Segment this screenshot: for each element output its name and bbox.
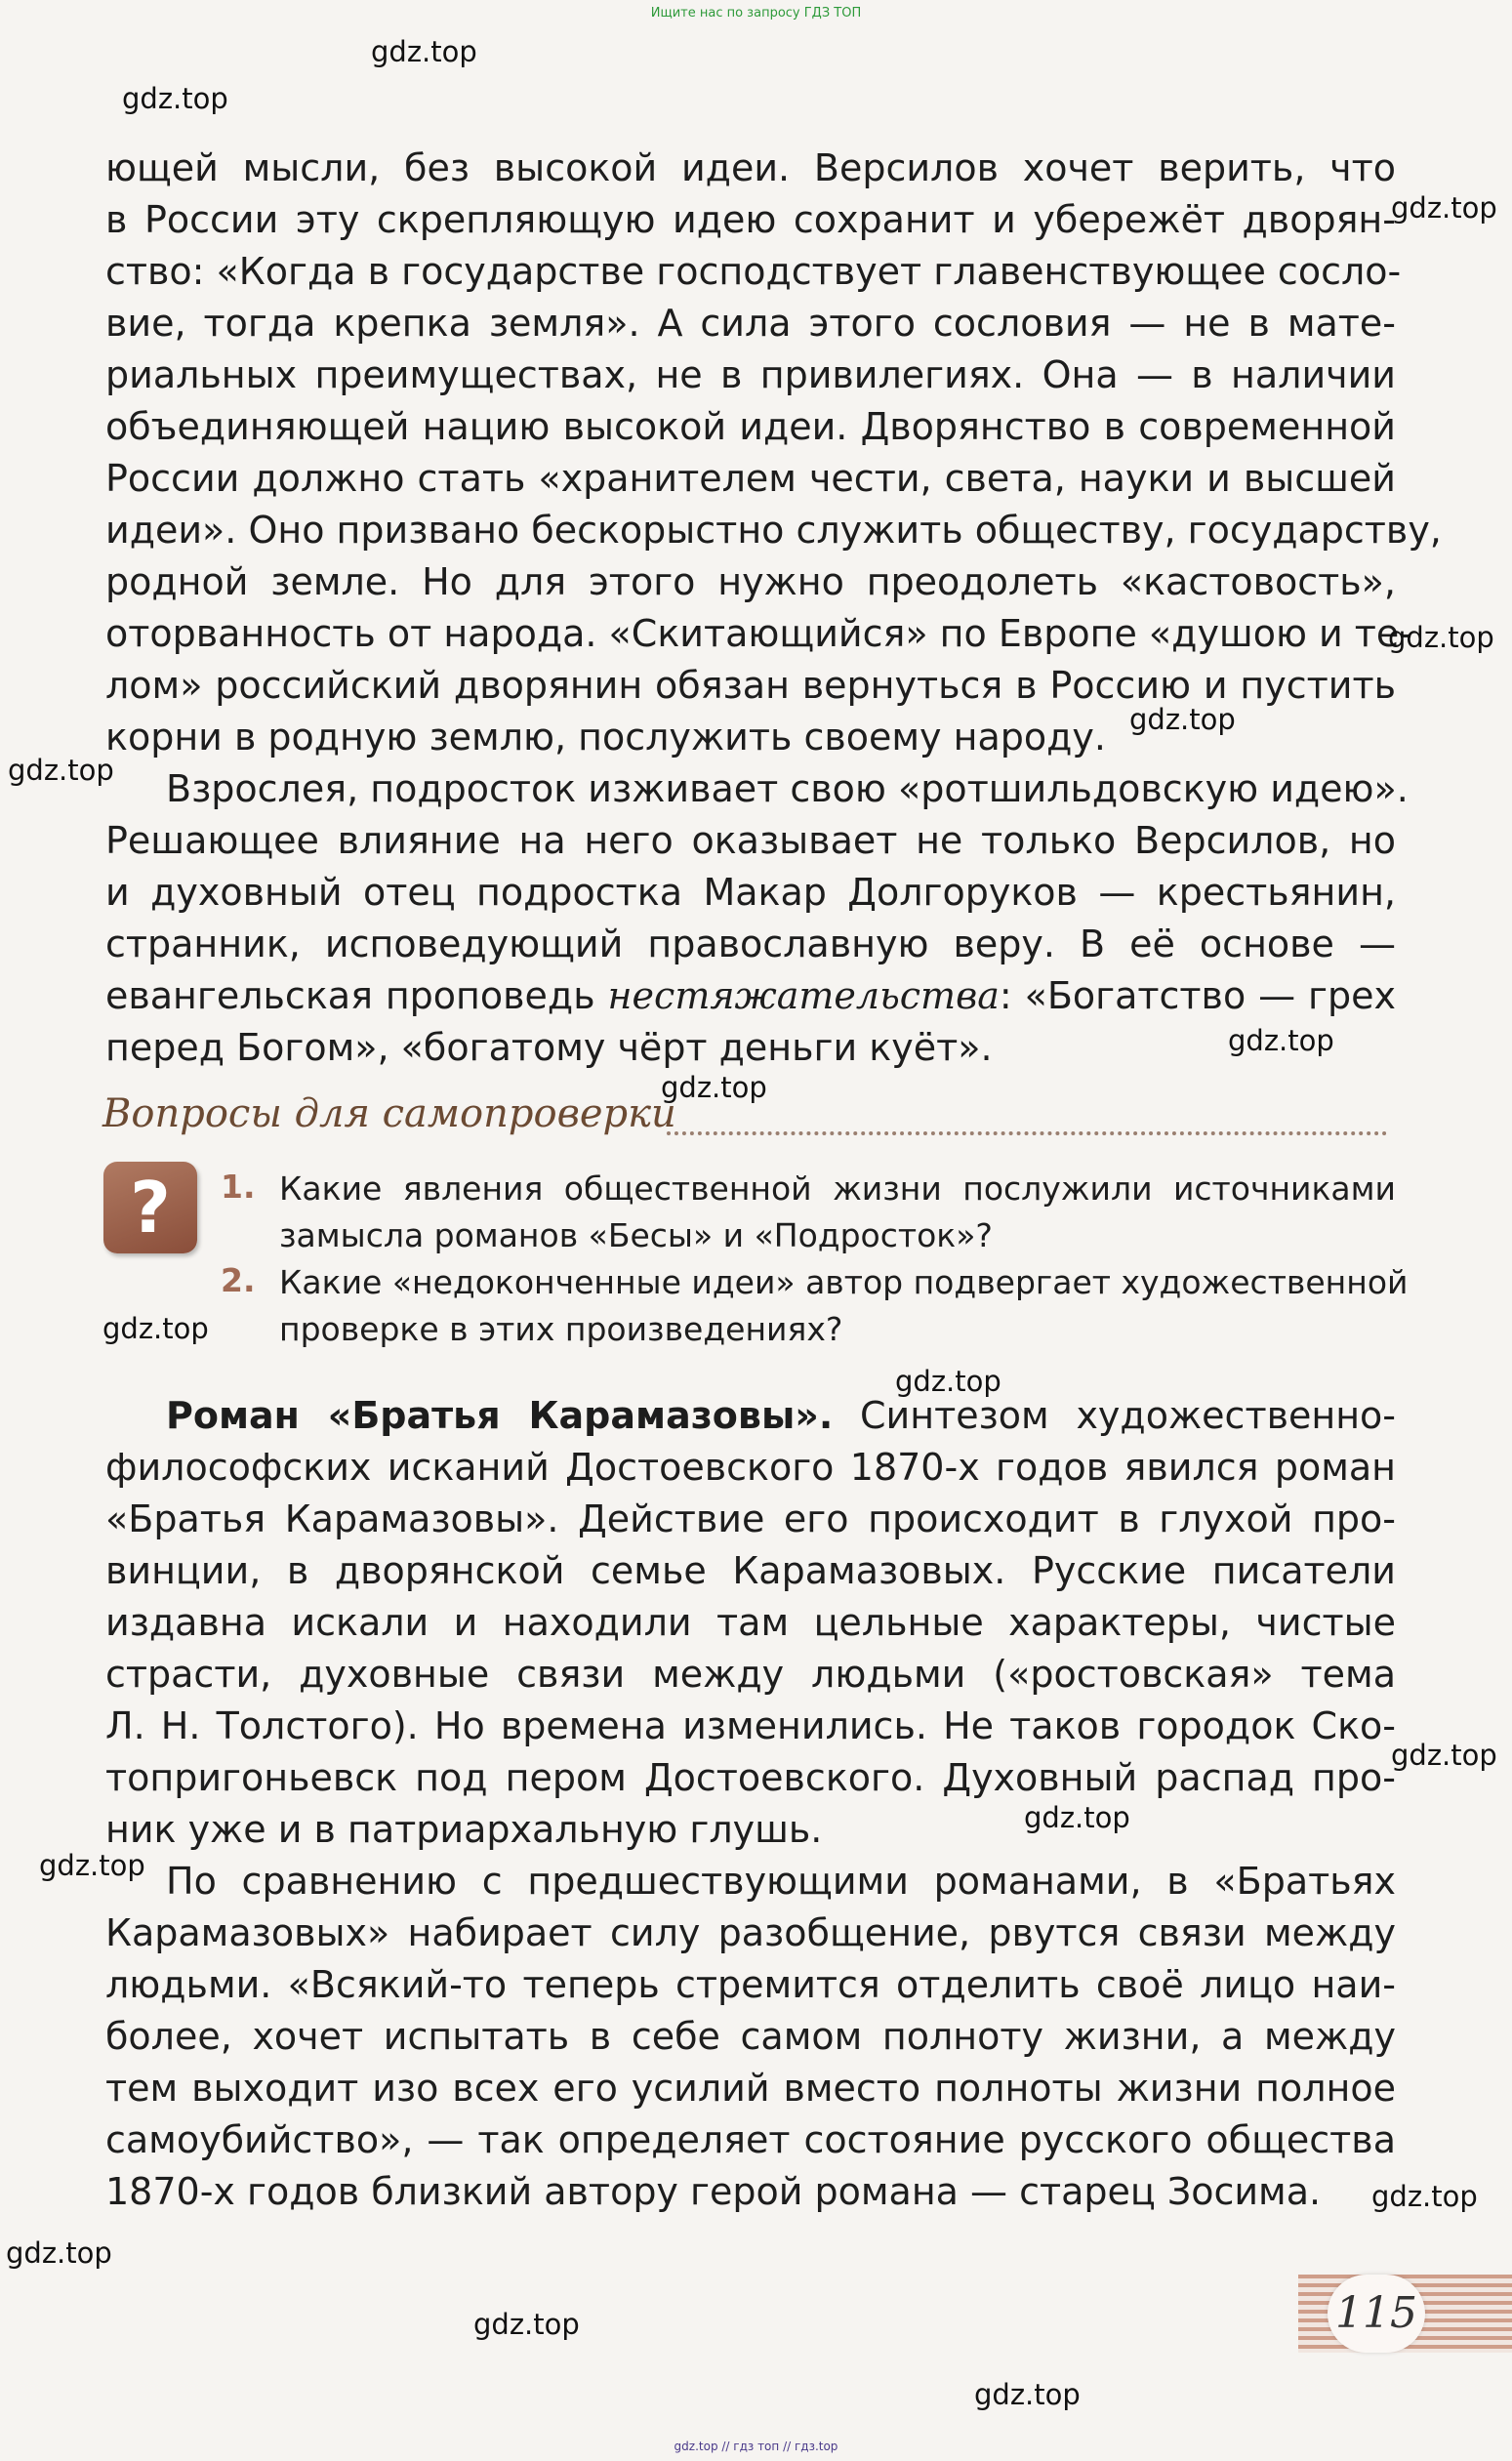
text-line: страсти, духовные связи между людьми («ростовская» тема	[105, 1653, 1396, 1696]
text-line: топригоньевск под пером Достоевского. Духовный распад про-	[105, 1756, 1396, 1799]
watermark: gdz.top	[1371, 2180, 1478, 2213]
watermark: gdz.top	[1388, 621, 1494, 654]
text-line: издавна искали и находили там цельные характеры, чистые	[105, 1601, 1396, 1644]
watermark: gdz.top	[6, 2236, 112, 2270]
watermark: gdz.top	[122, 82, 228, 115]
text-line: самоубийство», — так определяет состояние русского общества	[105, 2118, 1396, 2161]
section-title: Роман «Братья Карамазовы».	[166, 1394, 834, 1437]
heading-dotted-leader	[667, 1131, 1387, 1135]
watermark: gdz.top	[371, 35, 477, 68]
text-line: людьми. «Всякий-то теперь стремится отделить своё лицо наи-	[105, 1963, 1396, 2006]
question-line: замысла романов «Бесы» и «Подросток»?	[279, 1216, 993, 1254]
question-line: Какие «недоконченные идеи» автор подвергает художественной	[279, 1263, 1409, 1301]
text-line: 1870-х годов близкий автору герой романа — старец Зосима.	[105, 2170, 1322, 2213]
text-line: «Братья Карамазовы». Действие его происходит в глухой про-	[105, 1497, 1396, 1540]
text-line: Решающее влияние на него оказывает не только Версилов, но	[105, 819, 1396, 862]
text-line: странник, исповедующий православную веру. В её основе —	[105, 923, 1396, 965]
text-run: : «Богатство — грех	[999, 974, 1396, 1017]
question-line: проверке в этих произведениях?	[279, 1310, 843, 1348]
text-line: родной земле. Но для этого нужно преодолеть «кастовость»,	[105, 560, 1396, 603]
text-line	[105, 970, 1396, 1022]
text-line: в России эту скрепляющую идею сохранит и убережёт дворян-	[105, 198, 1396, 241]
text-line: винции, в дворянской семье Карамазовых. Русские писатели	[105, 1549, 1396, 1592]
watermark: gdz.top	[473, 2308, 580, 2341]
footer-note: gdz.top // гдз топ // гдз.top	[674, 2440, 838, 2453]
text-line: Взрослея, подросток изживает свою «ротшильдовскую идею».	[166, 767, 1409, 810]
text-line: идеи». Оно призвано бескорыстно служить обществу, государству,	[105, 509, 1442, 552]
watermark: gdz.top	[661, 1071, 767, 1104]
text-line: объединяющей нацию высокой идеи. Дворянство в современной	[105, 405, 1396, 448]
watermark: gdz.top	[1129, 703, 1236, 736]
text-line: оторванность от народа. «Скитающийся» по Европе «душою и те-	[105, 612, 1413, 655]
text-line: тем выходит изо всех его усилий вместо полноты жизни полное	[105, 2067, 1396, 2110]
watermark: gdz.top	[1228, 1024, 1334, 1057]
text-line: ство: «Когда в государстве господствует главенствующее сосло-	[105, 250, 1402, 293]
question-line: Какие явления общественной жизни послужили источниками	[279, 1169, 1396, 1208]
text-line: Л. Н. Толстого). Но времена изменились. Не таков городок Ско-	[105, 1704, 1396, 1747]
text-line: риальных преимуществах, не в привилегиях. Она — в наличии	[105, 353, 1396, 396]
watermark: gdz.top	[974, 2378, 1081, 2411]
text-line: По сравнению с предшествующими романами, в «Братьях	[166, 1860, 1396, 1903]
text-line: Карамазовых» набирает силу разобщение, рвутся связи между	[105, 1911, 1396, 1954]
watermark: gdz.top	[8, 754, 114, 787]
question-number: 1.	[221, 1168, 256, 1206]
page-number: 115	[1328, 2275, 1425, 2353]
watermark: gdz.top	[102, 1312, 209, 1345]
text-line: более, хочет испытать в себе самом полноту жизни, а между	[105, 2015, 1396, 2058]
text-line: России должно стать «хранителем чести, света, науки и высшей	[105, 457, 1396, 500]
text-line: ющей мысли, без высокой идеи. Версилов хочет верить, что	[105, 146, 1396, 189]
text-line: ник уже и в патриархальную глушь.	[105, 1808, 823, 1851]
question-number: 2.	[221, 1261, 256, 1299]
text-run: Синтезом художественно-	[833, 1394, 1397, 1437]
header-note: Ищите нас по запросу ГДЗ ТОП	[650, 6, 862, 21]
watermark: gdz.top	[1391, 191, 1497, 225]
text-line: лом» российский дворянин обязан вернуться в Россию и пустить	[105, 664, 1396, 707]
watermark: gdz.top	[1391, 1739, 1497, 1772]
self-check-heading: Вопросы для самопроверки	[102, 1091, 676, 1136]
italic-term: нестяжательства	[607, 974, 1000, 1017]
text-line: вие, тогда крепка земля». А сила этого сословия — не в мате-	[105, 302, 1396, 345]
text-line: корни в родную землю, послужить своему народу.	[105, 716, 1106, 759]
text-line: философских исканий Достоевского 1870-х годов явился роман	[105, 1446, 1396, 1489]
text-line	[166, 1390, 1396, 1442]
text-line: и духовный отец подростка Макар Долгоруков — крестьянин,	[105, 871, 1396, 914]
text-run: евангельская проповедь	[105, 974, 608, 1017]
watermark: gdz.top	[895, 1365, 1001, 1398]
watermark: gdz.top	[39, 1849, 145, 1882]
question-mark-icon: ?	[103, 1162, 197, 1253]
text-line: перед Богом», «богатому чёрт деньги куёт».	[105, 1026, 993, 1069]
watermark: gdz.top	[1024, 1801, 1130, 1834]
